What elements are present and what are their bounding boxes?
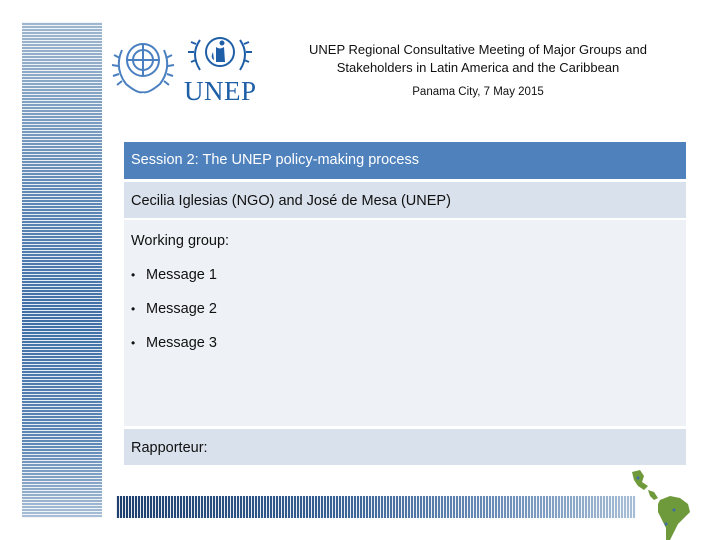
- un-emblem-icon: [108, 28, 178, 100]
- bullet-icon: •: [131, 336, 136, 350]
- meeting-title: [268, 41, 688, 77]
- meeting-title-line-2: Stakeholders in Latin America and the Caribbean: [336, 60, 620, 75]
- bottom-decorative-stripe-bar: [116, 496, 636, 518]
- bullet-icon: •: [131, 302, 136, 316]
- bullet-icon: •: [131, 268, 136, 282]
- message-text: Message 3: [146, 335, 217, 351]
- list-item: [131, 300, 686, 318]
- participants-row: Cecilia Iglesias (NGO) and José de Mesa (UNEP): [124, 182, 686, 218]
- rapporteur-row: Rapporteur:: [124, 429, 686, 465]
- working-group-section: [124, 220, 686, 426]
- meeting-location-date: Panama City, 7 May 2015: [412, 86, 544, 98]
- meeting-title-line-1: UNEP Regional Consultative Meeting of Major Groups and: [309, 42, 647, 57]
- unep-wordmark: UNEP: [184, 76, 257, 106]
- message-text: Message 2: [146, 301, 217, 317]
- list-item: [131, 266, 686, 284]
- left-decorative-stripe-bar: [22, 22, 102, 518]
- latin-america-map-icon: [618, 466, 698, 540]
- list-item: [131, 334, 686, 352]
- session-header-row: Session 2: The UNEP policy-making process: [124, 142, 686, 179]
- message-text: Message 1: [146, 267, 217, 283]
- message-list: [131, 266, 686, 352]
- working-group-label: Working group:: [131, 233, 230, 249]
